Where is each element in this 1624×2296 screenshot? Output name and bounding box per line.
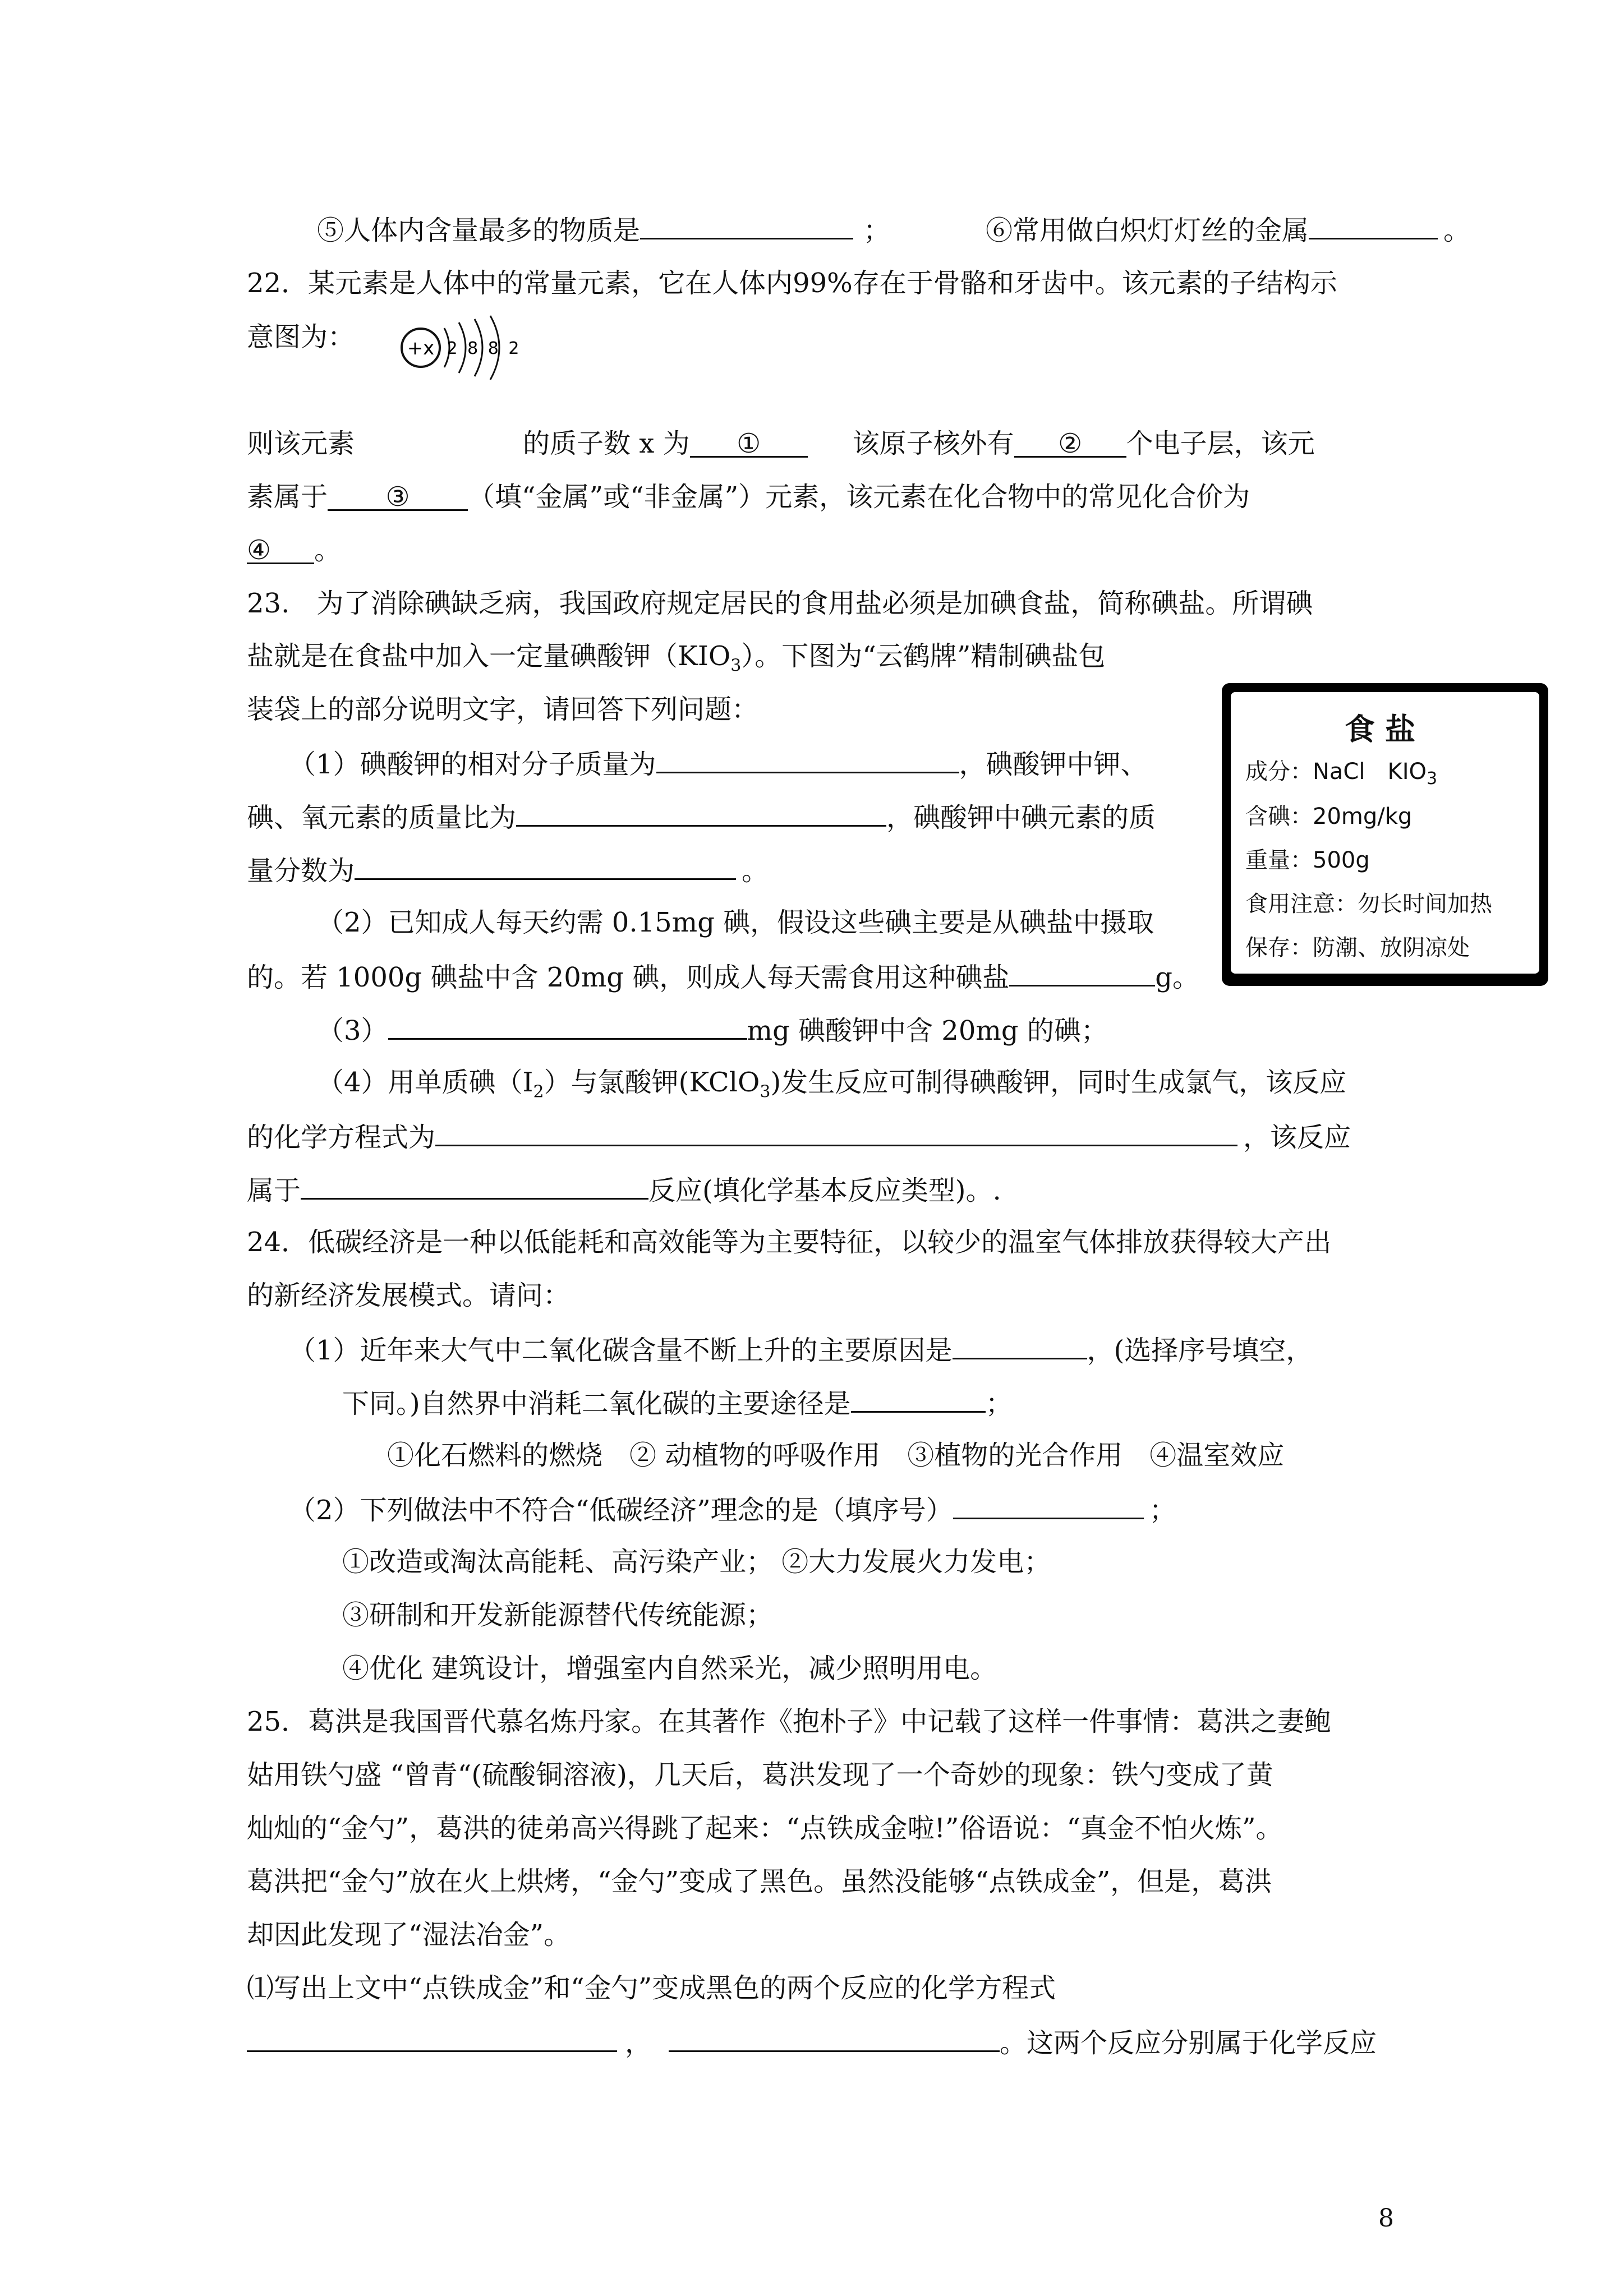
q22-text-line1: 22．某元素是人体中的常量元素，它在人体内99%存在于骨骼和牙齿中。该元素的子结构示	[247, 268, 1337, 299]
q25-text-line2: 姑用铁勺盛 “曾青“(硫酸铜溶液)，几天后，葛洪发现了一个奇妙的现象：铁勺变成了黄	[247, 1759, 1273, 1791]
q23-text-line3: 装袋上的部分说明文字，请回答下列问题：	[247, 694, 759, 725]
page-number: 8	[1378, 2204, 1394, 2233]
q23-part2-line1: （2）已知成人每天约需 0.15mg 碘，假设这些碘主要是从碘盐中摄取	[317, 907, 1154, 938]
answer-blank-co2-consumption[interactable]	[851, 1386, 986, 1413]
answer-blank-q22-1[interactable]: ①	[690, 431, 808, 458]
q25-text-line5: 却因此发现了“湿法冶金”。	[247, 1919, 571, 1951]
q22-text-line4: 素属于 ③ （填“金属”或“非金属”）元素，该元素在化合物中的常见化合价为	[247, 481, 1250, 513]
q24-option-1-2: ①改造或淘汰高能耗、高污染产业； ②大力发展火力发电；	[342, 1546, 1051, 1578]
q23-part4-line1: （4）用单质碘$(I_2)$与氯酸钾(KClO$_3$)发生反应可制得碘酸钾，同时生成氯气，该反应	[317, 1067, 1347, 1102]
answer-blank-low-carbon[interactable]	[953, 1493, 1144, 1519]
q25-part1-line2: ， 。这两个反应分别属于化学反应	[247, 2026, 1383, 2059]
salt-label-usage-note: 食用注意：勿长时间加热	[1245, 891, 1492, 917]
q22-text-line2: 意图为：	[247, 321, 355, 353]
salt-label-storage: 保存：防潮、放阴凉处	[1245, 935, 1470, 961]
salt-label-ingredients: 成分：NaCl $KIO_3$	[1245, 759, 1438, 789]
shell-electron-counts: 2 8 8 2	[447, 339, 522, 358]
answer-blank-q22-4[interactable]: ④	[247, 538, 314, 564]
answer-blank-equation[interactable]	[435, 1120, 1237, 1146]
answer-blank-salt-mass[interactable]	[1009, 960, 1155, 986]
q24-part1-line2: 下同。)自然界中消耗二氧化碳的主要途径是 ；	[342, 1386, 1383, 1419]
answer-blank-5[interactable]	[640, 213, 853, 239]
answer-blank-mass-fraction[interactable]	[355, 854, 736, 880]
atomic-structure-diagram	[393, 311, 527, 384]
q24-text-line1: 24．低碳经济是一种以低能耗和高效能等为主要特征，以较少的温室气体排放获得较大产出	[247, 1227, 1332, 1258]
q25-text-line1: 25．葛洪是我国晋代慕名炼丹家。在其著作《抱朴子》中记载了这样一件事情：葛洪之妻鲍	[247, 1706, 1332, 1737]
q25-text-line3: 灿灿的“金勺”，葛洪的徒弟高兴得跳了起来：“点铁成金啦!”俗语说：“真金不怕火炼”。	[247, 1813, 1283, 1844]
q25-part1-line1: ⑴写出上文中“点铁成金”和“金勺”变成黑色的两个反应的化学方程式	[247, 1972, 1056, 2004]
answer-blank-molar-mass[interactable]	[656, 747, 959, 773]
salt-label-iodine: 含碘：20mg/kg	[1245, 804, 1413, 829]
answer-blank-kio3-mass[interactable]	[388, 1013, 747, 1040]
answer-blank-q22-3[interactable]: ③	[328, 485, 468, 511]
q24-part1-line1: （1）近年来大气中二氧化碳含量不断上升的主要原因是 ，(选择序号填空，	[289, 1333, 1383, 1366]
q23-part3-line: （3） mg 碘酸钾中含 20mg 的碘；	[317, 1013, 1383, 1046]
q23-part1-line3: 量分数为 。	[247, 854, 1383, 887]
q25-text-line4: 葛洪把“金勺”放在火上烘烤，“金勺”变成了黑色。虽然没能够“点铁成金”，但是，葛洪	[247, 1866, 1272, 1897]
q22-text-line5: ④ 。	[247, 534, 342, 566]
answer-blank-6[interactable]	[1309, 213, 1438, 239]
answer-blank-co2-cause[interactable]	[953, 1333, 1087, 1359]
q24-option-4: ④优化 建筑设计，增强室内自然采光，减少照明用电。	[342, 1653, 997, 1684]
q23-text-line1: 23. 为了消除碘缺乏病，我国政府规定居民的食用盐必须是加碘食盐，简称碘盐。所谓碘	[247, 588, 1313, 619]
q23-part4-line2: 的化学方程式为 ，该反应	[247, 1120, 1383, 1153]
q22-text-line3: 则该元素 的质子数 x 为 ① 该原子核外有 ② 个电子层，该元	[247, 428, 1315, 459]
answer-blank-reaction-type[interactable]	[301, 1173, 648, 1200]
q23-part1-line1: （1）碘酸钾的相对分子质量为 ，碘酸钾中钾、	[289, 747, 1383, 780]
answer-blank-equation-1[interactable]	[247, 2026, 617, 2052]
nucleus-label: +x	[407, 337, 435, 359]
answer-blank-q22-2[interactable]: ②	[1014, 431, 1126, 458]
q24-option-3: ③研制和开发新能源替代传统能源；	[342, 1599, 774, 1631]
q23-part2-line2: 的。若 1000g 碘盐中含 20mg 碘，则成人每天需食用这种碘盐 g。	[247, 960, 1383, 993]
answer-blank-mass-ratio[interactable]	[516, 800, 886, 827]
q23-part4-line3: 属于 反应(填化学基本反应类型)。.	[247, 1173, 1383, 1206]
q24-text-line2: 的新经济发展模式。请问：	[247, 1280, 571, 1311]
salt-label-title: 食盐	[1345, 712, 1425, 747]
iodized-salt-label	[1222, 683, 1548, 986]
q23-text-line2: 盐就是在食盐中加入一定量碘酸钾$(KIO_3)$。下图为“云鹤牌”精制碘盐包	[247, 640, 1106, 676]
answer-blank-equation-2[interactable]	[669, 2026, 1000, 2052]
salt-label-weight: 重量：500g	[1245, 847, 1370, 873]
q24-part2-line1: （2）下列做法中不符合“低碳经济”理念的是（填序号） ；	[289, 1493, 1383, 1526]
q23-part1-line2: 碘、氧元素的质量比为 ，碘酸钾中碘元素的质	[247, 800, 1383, 833]
q21-line-5-6: ⑤人体内含量最多的物质是 ； ⑥常用做白炽灯灯丝的金属 。	[317, 213, 1383, 246]
q24-options-line: ①化石燃料的燃烧 ② 动植物的呼吸作用 ③植物的光合作用 ④温室效应	[387, 1440, 1285, 1471]
